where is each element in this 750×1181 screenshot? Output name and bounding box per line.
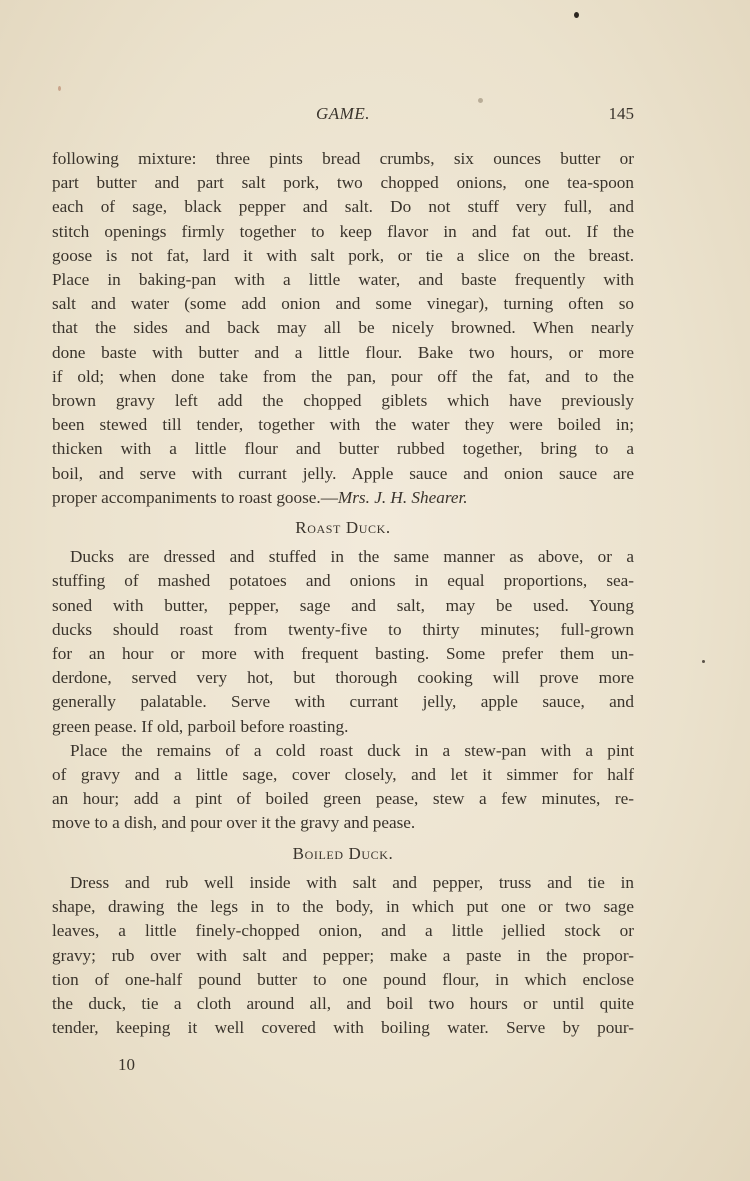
paragraph-duck-remains xyxy=(52,739,634,836)
recipe-byline: Mrs. J. H. Shearer. xyxy=(337,487,468,507)
text-line: each of sage, black pepper and salt. Do not stuff very full, and xyxy=(52,197,634,217)
page-header xyxy=(52,104,634,130)
text-line: tender, keeping it well covered with boiling water. Serve by pour- xyxy=(52,1018,634,1038)
text-line: done baste with butter and a little flour. Bake two hours, or more xyxy=(52,342,634,362)
ink-speck xyxy=(58,86,61,91)
text-line: gravy; rub over with salt and pepper; make a paste in the propor- xyxy=(52,945,634,965)
text-line: soned with butter, pepper, sage and salt, may be used. Young xyxy=(52,595,634,615)
text-line: an hour; add a pint of boiled green pease, stew a few minutes, re- xyxy=(52,789,634,809)
ink-speck xyxy=(478,98,483,103)
text-line: of gravy and a little sage, cover closely, and let it simmer for half xyxy=(52,765,634,785)
text-line: tion of one-half pound butter to one pound flour, in which enclose xyxy=(52,969,634,989)
text-line: for an hour or more with frequent basting. Some prefer them un- xyxy=(52,644,634,664)
text-line: move to a dish, and pour over it the gravy and pease. xyxy=(52,813,416,833)
text-line: thicken with a little flour and butter rubbed together, bring to a xyxy=(52,439,634,459)
heading-boiled-duck: Boiled Duck. xyxy=(292,843,394,863)
text-line: the duck, tie a cloth around all, and boil two hours or until quite xyxy=(52,993,634,1013)
ink-speck xyxy=(574,12,579,18)
ink-speck xyxy=(702,660,705,663)
signature-mark: 10 xyxy=(118,1055,135,1074)
paragraph-boiled-duck xyxy=(52,871,634,1040)
text-line: ducks should roast from twenty-five to thirty minutes; full-grown xyxy=(52,619,634,639)
paragraph-goose-continued xyxy=(52,147,634,510)
text-line: stitch openings firmly together to keep flavor in and fat out. If the xyxy=(52,221,634,241)
page-number: 145 xyxy=(608,104,634,123)
text-line: Place in baking-pan with a little water, and baste frequently with xyxy=(52,270,634,290)
heading-roast-duck: Roast Duck. xyxy=(295,518,391,538)
text-line: salt and water (some add onion and some vinegar), turning often so xyxy=(52,294,634,314)
text-line: derdone, served very hot, but thorough cooking will prove more xyxy=(52,668,634,688)
text-line: brown gravy left add the chopped giblets which have previously xyxy=(52,391,634,411)
text-line: boil, and serve with currant jelly. Apple sauce and onion sauce are xyxy=(52,463,634,483)
running-title: GAME. xyxy=(316,104,370,123)
text-line: goose is not fat, lard it with salt pork, or tie a slice on the breast. xyxy=(52,245,634,265)
text-line-with-byline xyxy=(52,486,634,510)
paragraph-roast-duck xyxy=(52,545,634,739)
text-line: leaves, a little finely-chopped onion, and a little jellied stock or xyxy=(52,921,634,941)
text-line: green pease. If old, parboil before roasting. xyxy=(52,716,349,736)
text-line: Dress and rub well inside with salt and pepper, truss and tie in xyxy=(70,872,634,892)
text-line: stuffing of mashed potatoes and onions in equal proportions, sea- xyxy=(52,571,634,591)
body-text xyxy=(52,147,634,1040)
text-line: generally palatable. Serve with currant jelly, apple sauce, and xyxy=(52,692,634,712)
text-line: Place the remains of a cold roast duck in a stew-pan with a pint xyxy=(70,740,634,760)
text-line: if old; when done take from the pan, pour off the fat, and to the xyxy=(52,366,634,386)
text-line: shape, drawing the legs in to the body, in which put one or two sage xyxy=(52,897,634,917)
text-line: that the sides and back may all be nicely browned. When nearly xyxy=(52,318,634,338)
text-line: proper accompaniments to roast goose.— xyxy=(52,487,338,507)
text-line: following mixture: three pints bread crumbs, six ounces butter or xyxy=(52,149,634,168)
text-line: Ducks are dressed and stuffed in the same manner as above, or a xyxy=(70,547,634,567)
text-line: part butter and part salt pork, two chopped onions, one tea-spoon xyxy=(52,173,634,193)
text-line: been stewed till tender, together with the water they were boiled in; xyxy=(52,415,634,435)
